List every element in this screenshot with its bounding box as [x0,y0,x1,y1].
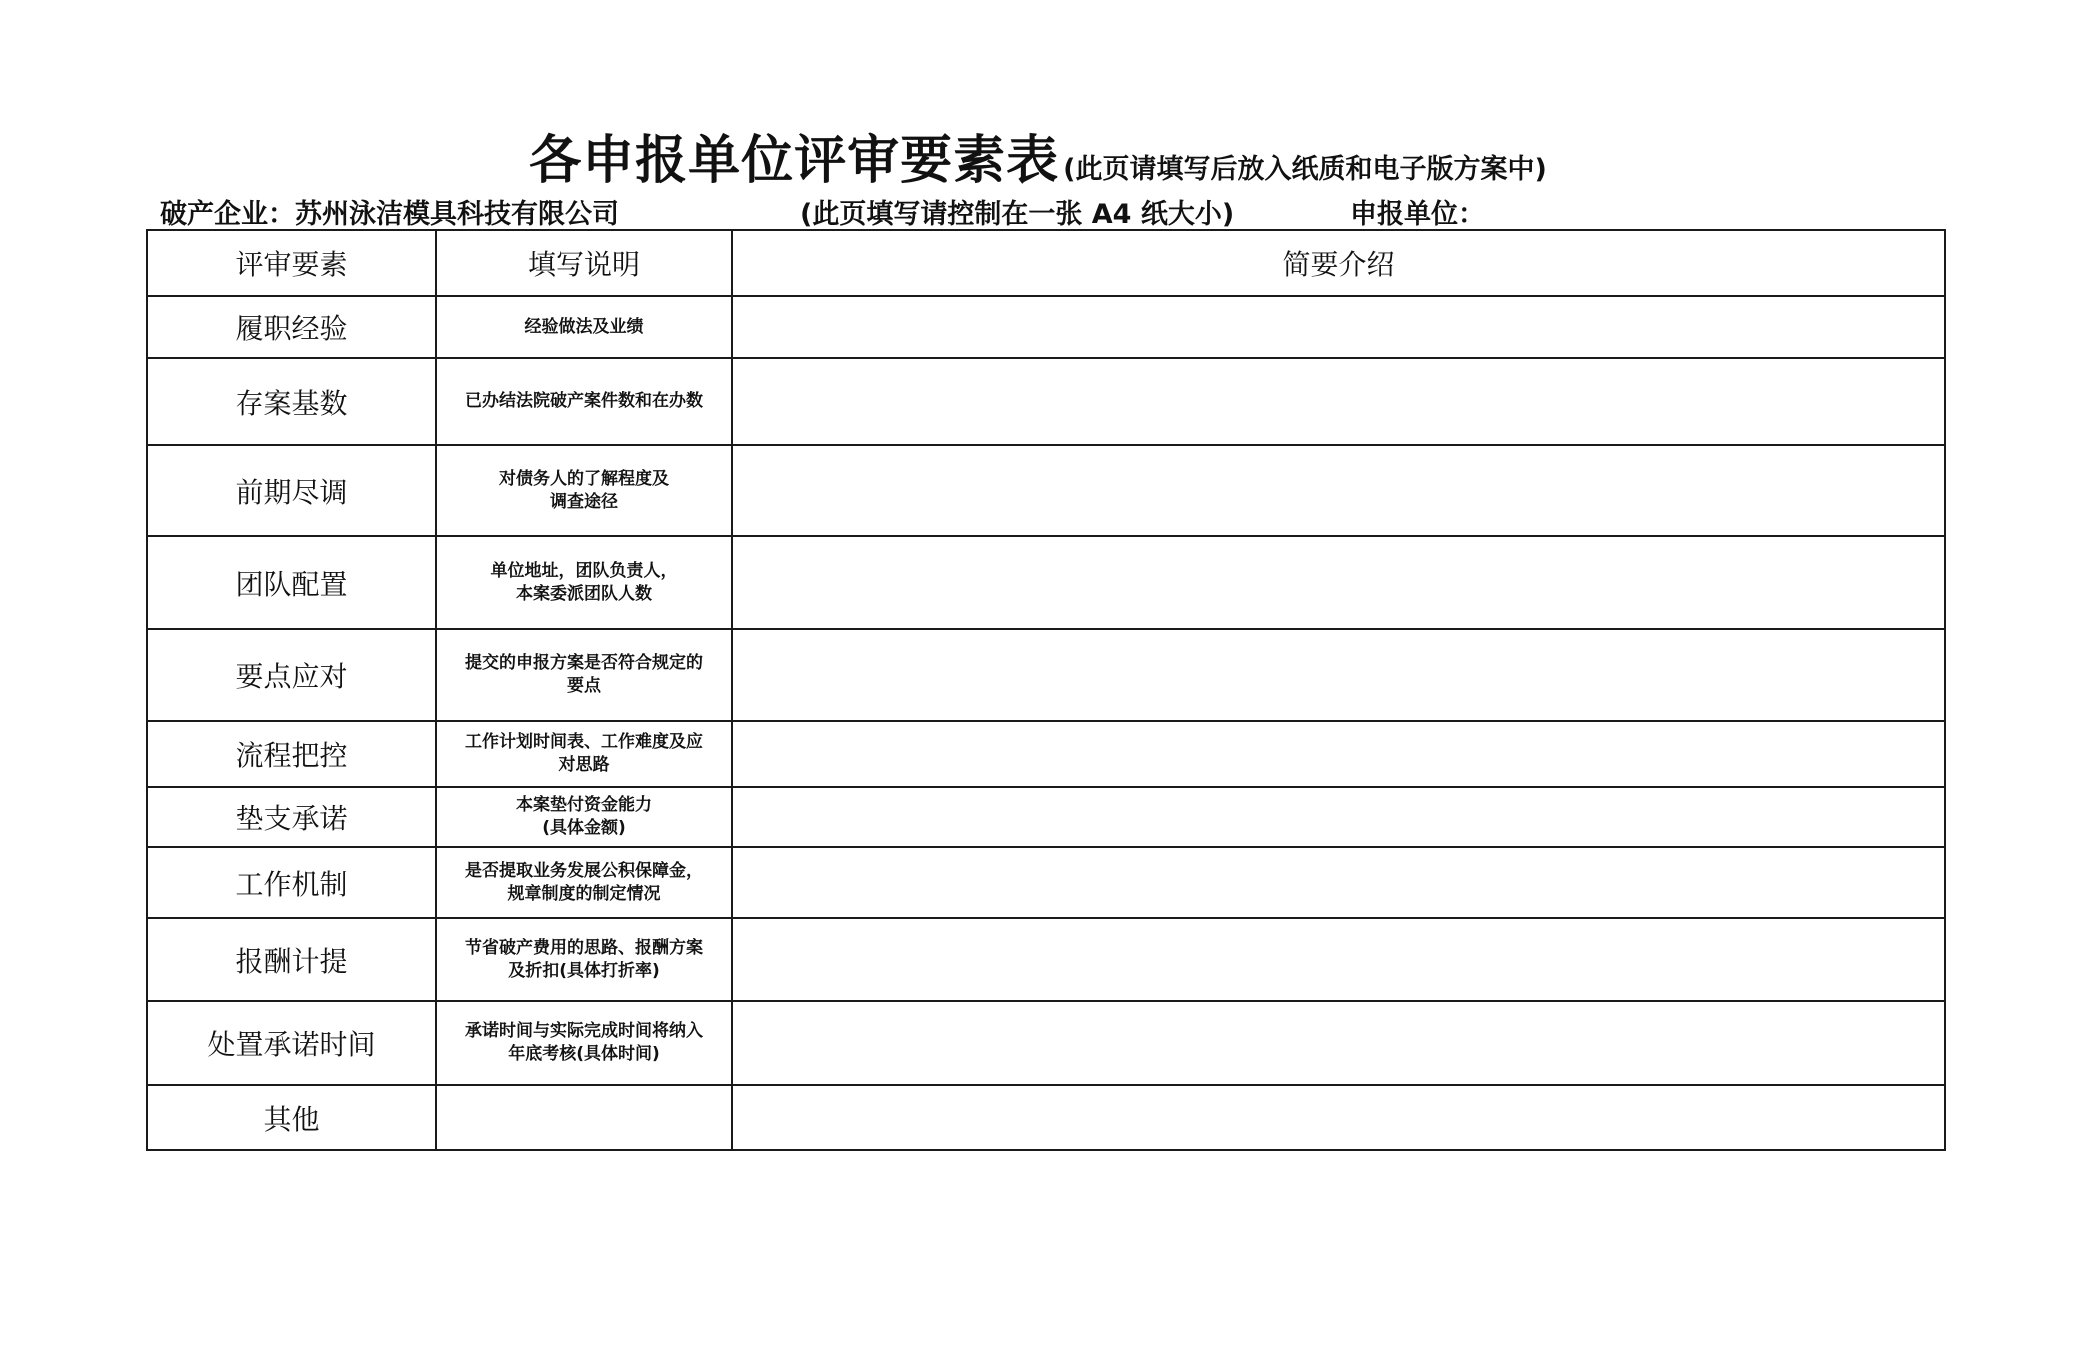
row-element: 处置承诺时间 [147,1001,436,1085]
table-row [147,445,1945,536]
row-element: 存案基数 [147,358,436,445]
table-row [147,721,1945,787]
row-summary-cell[interactable] [732,721,1945,787]
header-instructions: 填写说明 [436,230,732,296]
row-instructions: 经验做法及业绩 [436,296,732,358]
table-row [147,1001,1945,1085]
row-summary-cell[interactable] [732,296,1945,358]
table-row [147,536,1945,629]
row-element: 其他 [147,1085,436,1150]
applicant-unit-label: 申报单位： [1350,199,1485,230]
table-row [147,847,1945,918]
evaluation-table [146,229,1946,1151]
row-instructions-cell[interactable] [436,1085,732,1150]
row-element: 报酬计提 [147,918,436,1001]
row-instructions: 对债务人的了解程度及 调查途径 [436,445,732,536]
row-element: 流程把控 [147,721,436,787]
row-summary-cell[interactable] [732,536,1945,629]
row-instructions: 工作计划时间表、工作难度及应 对思路 [436,721,732,787]
row-instructions: 节省破产费用的思路、报酬方案 及折扣(具体打折率) [436,918,732,1001]
page-size-note: (此页填写请控制在一张 A4 纸大小) [800,199,1235,230]
table-row [147,629,1945,721]
table-row [147,296,1945,358]
row-summary-cell[interactable] [732,629,1945,721]
title-note: (此页请填写后放入纸质和电子版方案中) [1063,154,1547,185]
row-summary-cell[interactable] [732,847,1945,918]
table-row [147,787,1945,847]
row-element: 前期尽调 [147,445,436,536]
table-header-row [147,230,1945,296]
row-summary-cell[interactable] [732,787,1945,847]
row-instructions: 本案垫付资金能力 (具体金额) [436,787,732,847]
row-element: 履职经验 [147,296,436,358]
row-instructions: 承诺时间与实际完成时间将纳入 年底考核(具体时间) [436,1001,732,1085]
row-instructions: 单位地址，团队负责人， 本案委派团队人数 [436,536,732,629]
row-element: 工作机制 [147,847,436,918]
header-element: 评审要素 [147,230,436,296]
row-summary-cell[interactable] [732,1001,1945,1085]
header-summary: 简要介绍 [732,230,1945,296]
row-instructions: 已办结法院破产案件数和在办数 [436,358,732,445]
table-row [147,918,1945,1001]
row-instructions: 提交的申报方案是否符合规定的 要点 [436,629,732,721]
row-summary-cell[interactable] [732,358,1945,445]
row-element: 要点应对 [147,629,436,721]
table-row [147,1085,1945,1150]
page-title [0,118,2076,193]
row-summary-cell[interactable] [732,918,1945,1001]
form-title: 各申报单位评审要素表 [529,131,1060,191]
row-instructions: 是否提取业务发展公积保障金， 规章制度的制定情况 [436,847,732,918]
row-element: 团队配置 [147,536,436,629]
row-element: 垫支承诺 [147,787,436,847]
row-summary-cell[interactable] [732,445,1945,536]
row-summary-cell[interactable] [732,1085,1945,1150]
company-label: 破产企业：苏州泳洁模具科技有限公司 [160,199,619,230]
table-row [147,358,1945,445]
